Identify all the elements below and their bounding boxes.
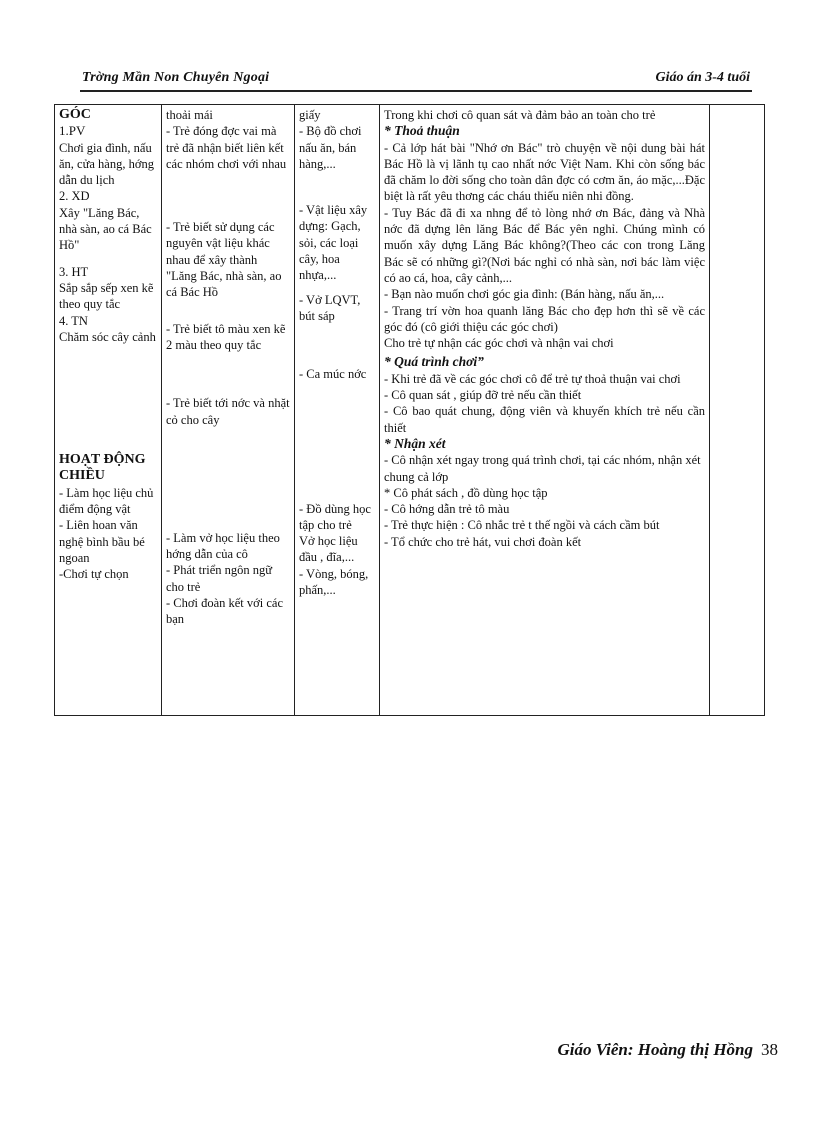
- procedure-item: - Cô quan sát , giúp đỡ trẻ nếu cần thiết: [384, 388, 582, 403]
- objective-item: - Trẻ biết tô màu xen kẽ 2 màu theo quy tắc: [166, 321, 286, 352]
- header-book-title: Giáo án 3-4 tuổi: [655, 70, 750, 85]
- material-item: - Vòng, bóng, phấn,...: [299, 566, 369, 598]
- procedure-item: - Cô hớng dẫn trẻ tô màu: [384, 502, 510, 517]
- procedure-item: - Cả lớp hát bài "Nhớ ơn Bác" trò chuyện về nội dung bài hát Bác Hồ là vị lãnh tụ cao nhất nớc Việt Nam. Khi còn sống bác đã chăm lo đời sống cho toàn dân đợc có cơm ăn, áo mặc,...Đặc biệt là rất yêu thơng các cháu thiếu niên nhi đồng.: [384, 140, 705, 204]
- goc-item: Xây "Lăng Bác, nhà sàn, ao cá Bác Hồ": [59, 205, 152, 253]
- procedure-item: Cho trẻ tự nhận các góc chơi và nhận vai chơi: [384, 336, 614, 351]
- objective-item: thoải mái: [166, 108, 213, 122]
- objective-item: - Trẻ đóng đợc vai mà trẻ đã nhận biết liên kết các nhóm chơi với nhau: [166, 124, 287, 171]
- section-heading-qua-trinh-choi: * Quá trình chơi”: [384, 354, 484, 370]
- procedure-item: * Cô phát sách , đồ dùng học tập: [384, 485, 548, 500]
- procedure-item: - Cô nhận xét ngay trong quá trình chơi, tại các nhóm, nhận xét chung cả lớp: [384, 453, 701, 484]
- activity-column: [55, 105, 162, 716]
- procedure-intro: Trong khi chơi cô quan sát và đảm bảo an toàn cho trẻ: [384, 108, 656, 122]
- material-item: - Vở LQVT, bút sáp: [299, 292, 361, 323]
- goc-item: 4. TN: [59, 313, 88, 328]
- material-item: Vở học liệu: [299, 534, 358, 549]
- section-heading-nhan-xet: * Nhận xét: [384, 435, 446, 451]
- goc-item: 2. XD: [59, 189, 90, 204]
- material-item: đầu , đĩa,...: [299, 550, 355, 565]
- material-item: - Vật liệu xây dựng: Gạch, sỏi, các loại cây, hoa nhựa,...: [299, 203, 368, 283]
- goc-item: Sắp sắp sếp xen kẽ theo quy tắc: [59, 280, 154, 312]
- material-item: - Bộ đồ chơi nấu ăn, bán hàng,...: [299, 124, 362, 171]
- goc-item: 1.PV: [59, 123, 86, 139]
- procedure-item: - Trang trí vờn hoa quanh lăng Bác cho đẹp hơn thì sẽ về các góc đó (cô giới thiệu các góc chơi): [384, 303, 705, 334]
- chieu-heading: HOẠT ĐỘNG CHIỀU: [59, 452, 146, 484]
- page-number: 38: [761, 1040, 778, 1059]
- chieu-item: -Chơi tự chọn: [59, 567, 129, 582]
- chieu-item: - Làm học liệu chủ điểm động vật: [59, 485, 154, 517]
- table-row: [55, 105, 765, 716]
- procedure-item: - Tuy Bác đã đi xa nhng để tỏ lòng nhớ ơn Bác, đảng và Nhà nớc đã dựng lên lăng Bác để Bác yên nghỉ. Chúng mình có muốn xây dựng Lăng Bác không?(Theo các con trong Lăng Bác sẽ có những gì?(Nơi bác nghỉ có nhà sàn, nơi bác làm việc có ao cá, hoa, cây cảnh,...: [384, 205, 705, 285]
- objective-item: - Trẻ biết sử dụng các nguyên vật liệu khác nhau để xây thành "Lăng Bác, nhà sàn, ao cá Bác Hồ: [166, 220, 282, 300]
- goc-heading: GÓC: [59, 107, 91, 122]
- notes-column: [710, 105, 765, 716]
- material-item: giấy: [299, 108, 321, 122]
- goc-item: 3. HT: [59, 264, 89, 279]
- procedure-item: - Cô bao quát chung, động viên và khuyến khích trẻ nếu cần thiết: [384, 404, 705, 435]
- header-school: Trờng Mần Non Chuyên Ngoại: [82, 70, 270, 85]
- chieu-item: - Liên hoan văn nghệ bình bầu bé ngoan: [59, 518, 145, 565]
- objective-item: - Làm vở học liệu theo hớng dẫn của cô: [166, 530, 280, 562]
- material-item: - Đồ dùng học tập cho trẻ: [299, 501, 371, 532]
- material-item: - Ca múc nớc: [299, 367, 367, 382]
- procedure-item: - Tổ chức cho trẻ hát, vui chơi đoàn kết: [384, 534, 582, 549]
- procedure-column: [380, 105, 710, 716]
- goc-item: Chơi gia đình, nấu ăn, cửa hàng, hớng dẫn du lịch: [59, 140, 154, 188]
- objective-item: - Phát triển ngôn ngữ cho trẻ: [166, 563, 273, 594]
- footer-teacher: Giáo Viên: Hoàng thị Hồng: [557, 1040, 753, 1059]
- header-rule: [80, 90, 752, 92]
- lesson-plan-table: [54, 104, 765, 716]
- footer: [557, 1040, 778, 1060]
- procedure-item: - Khi trẻ đã về các góc chơi cô để trẻ tự thoả thuận vai chơi: [384, 371, 681, 386]
- procedure-item: - Bạn nào muốn chơi góc gia đình: (Bán hàng, nấu ăn,...: [384, 287, 665, 302]
- objective-item: - Chơi đoàn kết với các bạn: [166, 596, 284, 627]
- objective-item: - Trẻ biết tới nớc và nhặt cỏ cho cây: [166, 396, 290, 427]
- procedure-item: - Trẻ thực hiện : Cô nhắc trẻ t thế ngồi và cách cầm bút: [384, 518, 660, 533]
- section-heading-thoa-thuan: * Thoả thuận: [384, 123, 460, 139]
- goc-item: Chăm sóc cây cảnh: [59, 329, 156, 344]
- materials-column: [295, 105, 380, 716]
- objective-column: [162, 105, 295, 716]
